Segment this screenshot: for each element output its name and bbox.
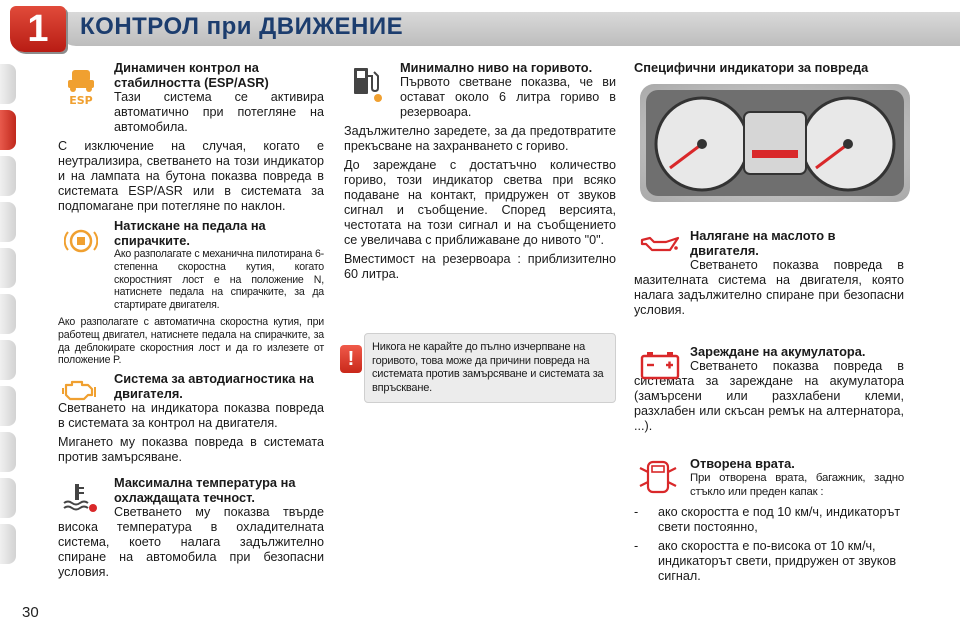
section-oil bbox=[634, 228, 904, 322]
fuel-p3: Вместимост на резервоара : приблизително 60 литра. bbox=[344, 252, 616, 281]
section-esp bbox=[58, 60, 324, 214]
section-battery bbox=[634, 344, 904, 438]
side-tab[interactable] bbox=[0, 156, 16, 196]
temp-title: Максимална температура на охлаждащата течност. bbox=[114, 475, 296, 506]
section-brake bbox=[58, 218, 324, 367]
fuel-p2: До зареждане с достатъчно количество гориво, този индикатор светва при всяко подаване на контакт, придружен от звуков сигнал и съобщение. Според версията, честотата на този сигнал и на съобщението се увеличава с приближаване до нивото "0". bbox=[344, 158, 616, 247]
instrument-cluster-image bbox=[640, 84, 910, 202]
engine-icon bbox=[62, 377, 98, 403]
temp-body: Светването му показва твърде висока температура в охладителната система, което налага задължително спиране на автомобила при безопасни условия. bbox=[58, 505, 324, 580]
side-tab[interactable] bbox=[0, 202, 16, 242]
brake-title: Натискане на педала на спирачките. bbox=[114, 218, 266, 248]
battery-icon bbox=[640, 350, 680, 380]
column-3 bbox=[634, 60, 904, 75]
side-tab[interactable] bbox=[0, 340, 16, 380]
fuel-title: Минимално ниво на горивото. bbox=[400, 60, 593, 75]
specific-indicators-title: Специфични индикатори за повреда bbox=[634, 60, 869, 75]
side-tab[interactable] bbox=[0, 432, 16, 472]
side-tab[interactable] bbox=[0, 524, 16, 564]
brake-body: Ако разполагате с автоматична скоростна кутия, при работещ двигател, натиснете педала на спирачките, за да деблокирате скоростния лост и да го излезете от положение P. bbox=[58, 315, 324, 367]
list-item: - ако скоростта е под 10 км/ч, индикаторът свети постоянно, bbox=[634, 505, 901, 534]
engine-p2: Мигането му показва повреда в системата против замърсяване. bbox=[58, 435, 324, 465]
page-header bbox=[0, 0, 960, 54]
door-title: Отворена врата. bbox=[690, 456, 795, 471]
esp-icon bbox=[64, 68, 98, 106]
exclamation-icon: ! bbox=[340, 345, 362, 373]
side-tab[interactable] bbox=[0, 386, 16, 426]
section-temp bbox=[58, 475, 324, 580]
section-fuel bbox=[344, 60, 616, 282]
side-tab[interactable] bbox=[0, 64, 16, 104]
open-door-icon bbox=[638, 460, 678, 496]
engine-title: Система за автодиагностика на двигателя. bbox=[114, 371, 314, 402]
chapter-number: 1 bbox=[27, 8, 49, 50]
list-item: - ако скоростта е по-висока от 10 км/ч, индикаторът свети, придружен от звуков сигнал. bbox=[634, 539, 897, 583]
side-tab[interactable] bbox=[0, 248, 16, 288]
battery-body: Светването показва повреда в системата за зареждане на акумулатора (замърсени или разхлабени клеми, разхлабен или скъсан ремък на алтернатора, ...). bbox=[634, 359, 904, 433]
section-door bbox=[634, 456, 904, 588]
instrument-cluster-icon bbox=[640, 84, 910, 202]
side-tab[interactable] bbox=[0, 294, 16, 334]
page-title: КОНТРОЛ при ДВИЖЕНИЕ bbox=[80, 13, 404, 40]
door-conditions-list bbox=[634, 505, 904, 584]
column-2 bbox=[344, 60, 616, 286]
oil-can-icon bbox=[640, 234, 680, 256]
oil-title: Налягане на маслото в двигателя. bbox=[690, 228, 836, 258]
fuel-pump-icon bbox=[350, 66, 384, 104]
page-number: 30 bbox=[22, 604, 39, 621]
door-lead: При отворена врата, багажник, задно стъкло или преден капак : bbox=[690, 472, 904, 498]
svg-text:ESP: ESP bbox=[69, 94, 93, 106]
esp-body: С изключение на случая, когато е неутрализира, светването на този индикатор и на лампата на бутона показва повреда в системата ESP/ASR или в системата за подпомагане при потегляне по наклон. bbox=[58, 139, 324, 213]
esp-title: Динамичен контрол на стабилността (ESP/ASR) bbox=[114, 60, 269, 90]
engine-p1: Светването на индикатора показва повреда в системата за контрол на двигателя. bbox=[58, 401, 324, 431]
chapter-badge bbox=[10, 6, 66, 52]
oil-body: Светването показва повреда в мазителната система на двигателя, която налага задължително спиране при безопасни условия. bbox=[634, 258, 904, 317]
fuel-lead: Първото светване показва, че ви остават около 6 литра гориво в резервоара. bbox=[400, 75, 616, 119]
brake-pedal-icon bbox=[64, 228, 98, 254]
coolant-temperature-icon bbox=[62, 483, 98, 513]
section-engine bbox=[58, 371, 324, 465]
esp-lead: Тази система се активира автоматично при потегляне на автомобила. bbox=[114, 90, 324, 134]
column-1 bbox=[58, 60, 324, 584]
side-tab-strip bbox=[0, 64, 20, 570]
battery-title: Зареждане на акумулатора. bbox=[690, 344, 866, 359]
side-tab[interactable] bbox=[0, 478, 16, 518]
side-tab-active[interactable] bbox=[0, 110, 16, 150]
fuel-p1: Задължително заредете, за да предотвратите прекъсване на захранването с гориво. bbox=[344, 124, 616, 153]
brake-lead: Ако разполагате с механична пилотирана 6-степенна скоростна кутия, когато скоростният лост е на положение N, натиснете педала на спирачките, за да стартирате двигателя. bbox=[114, 248, 324, 312]
warning-text: Никога не карайте до пълно изчерпване на горивото, това може да причини повреда на системата против замърсяване и системата за впръскване. bbox=[372, 341, 604, 394]
